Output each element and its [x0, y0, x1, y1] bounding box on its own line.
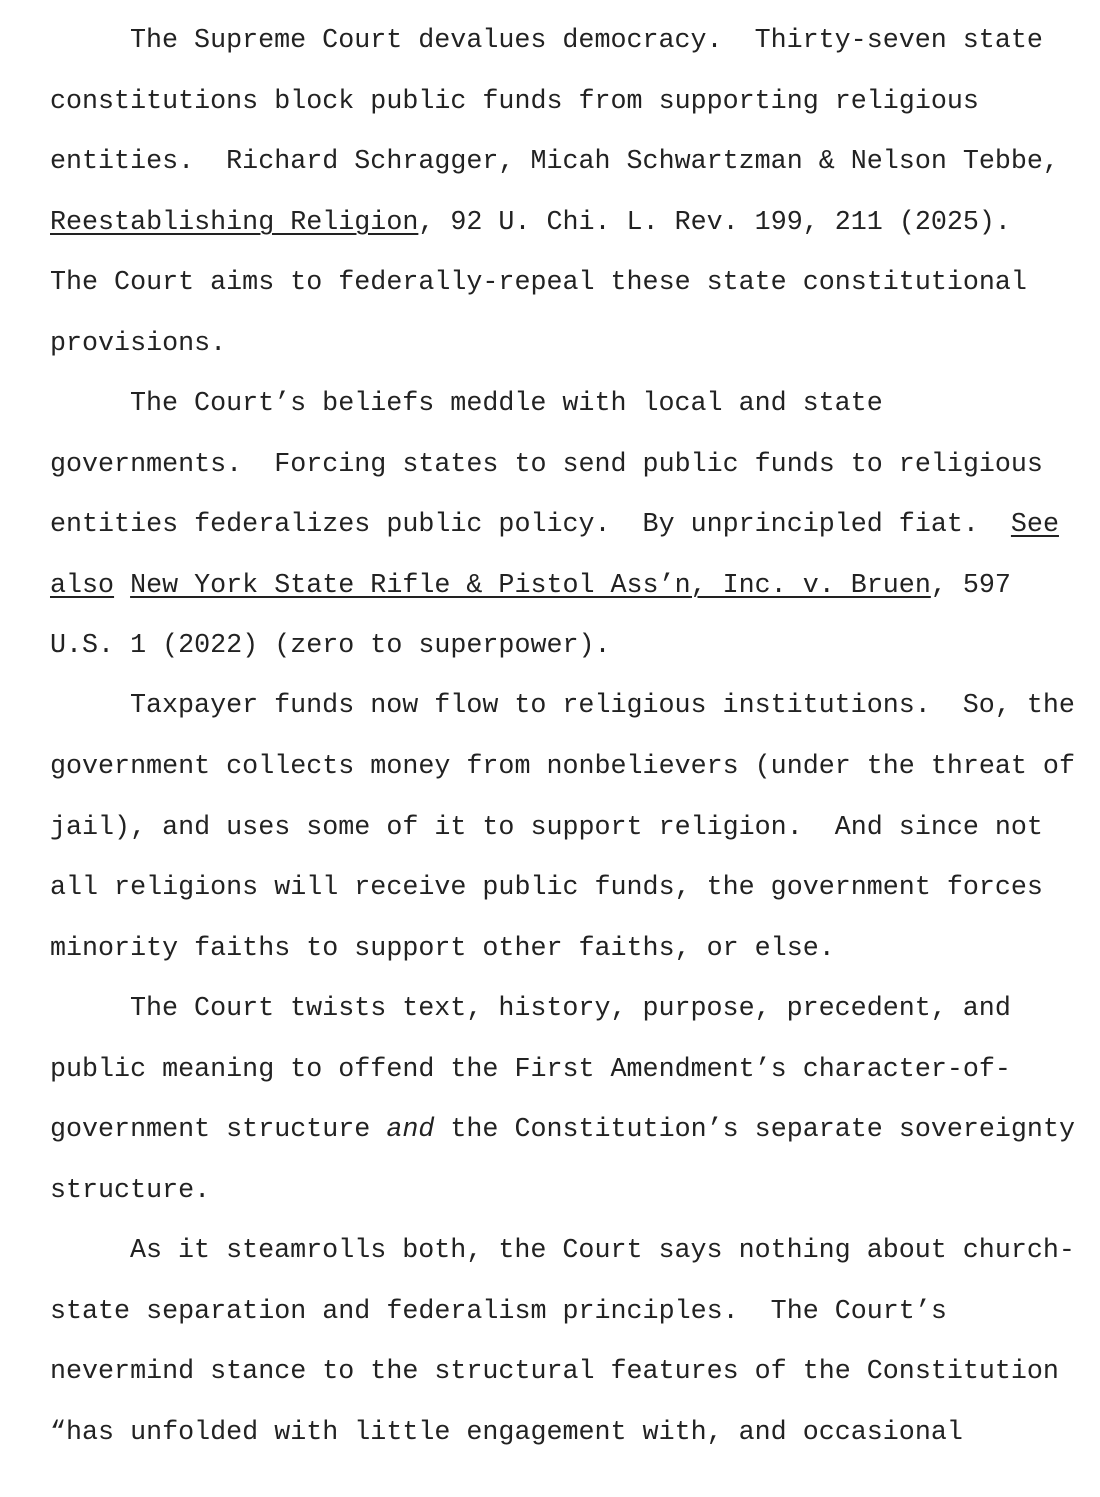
text-line: [50, 1175, 210, 1207]
text-line: [50, 207, 1011, 239]
text-line: [50, 812, 1043, 844]
text-segment: Taxpayer funds now flow to religious institutions. So, the: [130, 691, 1075, 721]
text-segment: As it steamrolls both, the Court says nothing about church-: [130, 1236, 1075, 1266]
text-segment: public meaning to offend the First Amendment’s character-of-: [50, 1055, 1011, 1085]
text-segment: , 92 U. Chi. L. Rev. 199, 211 (2025).: [418, 208, 1011, 238]
text-line: [50, 509, 1059, 541]
text-line: [130, 1235, 1075, 1267]
text-segment: jail), and uses some of it to support religion. And since not: [50, 813, 1043, 843]
text-segment: The Court aims to federally-repeal these state constitutional: [50, 268, 1027, 298]
text-line: [50, 146, 1059, 178]
text-line: [50, 1296, 947, 1328]
text-segment: minority faiths to support other faiths, or else.: [50, 934, 835, 964]
text-segment: entities federalizes public policy. By unprincipled fiat.: [50, 510, 1011, 540]
text-line: [50, 933, 835, 965]
text-segment: The Court twists text, history, purpose, precedent, and: [130, 994, 1011, 1024]
text-segment: “has unfolded with little engagement with, and occasional: [50, 1418, 963, 1448]
text-line: [50, 1114, 1075, 1146]
text-line: [130, 993, 1011, 1025]
citation-signal: also: [50, 571, 115, 601]
text-segment: entities. Richard Schragger, Micah Schwartzman & Nelson Tebbe,: [50, 147, 1059, 177]
text-line: [130, 25, 1043, 57]
text-line: [50, 267, 1027, 299]
text-line: [50, 751, 1075, 783]
case-name: New York State Rifle & Pistol Ass’n, Inc. v. Bruen: [130, 571, 931, 601]
text-line: [50, 570, 1011, 602]
text-line: [50, 449, 1043, 481]
text-line: [50, 86, 979, 118]
text-segment: U.S. 1 (2022) (zero to superpower).: [50, 631, 611, 661]
text-segment: provisions.: [50, 329, 227, 359]
text-segment: The Supreme Court devalues democracy. Thirty-seven state: [130, 26, 1043, 56]
citation-title: Reestablishing Religion: [50, 208, 419, 238]
emphasis-text: and: [386, 1115, 435, 1145]
text-segment: government collects money from nonbelievers (under the threat of: [50, 752, 1075, 782]
text-segment: , 597: [930, 571, 1011, 601]
text-segment: all religions will receive public funds, the government forces: [50, 873, 1043, 903]
text-segment: the Constitution’s separate sovereignty: [434, 1115, 1075, 1145]
text-segment: governments. Forcing states to send public funds to religious: [50, 450, 1043, 480]
text-segment: The Court’s beliefs meddle with local and state: [130, 389, 883, 419]
text-segment: nevermind stance to the structural features of the Constitution: [50, 1357, 1059, 1387]
text-line: [50, 1356, 1059, 1388]
text-segment: constitutions block public funds from supporting religious: [50, 87, 979, 117]
text-line: [130, 388, 883, 420]
text-line: [50, 1054, 1011, 1086]
text-segment: structure.: [50, 1176, 211, 1206]
text-segment: [114, 571, 130, 601]
text-line: [130, 690, 1075, 722]
text-line: [50, 872, 1043, 904]
text-segment: state separation and federalism principles. The Court’s: [50, 1297, 947, 1327]
text-line: [50, 1417, 963, 1449]
citation-signal: See: [1010, 510, 1059, 540]
text-line: [50, 328, 226, 360]
text-line: [50, 630, 611, 662]
text-segment: government structure: [50, 1115, 387, 1145]
